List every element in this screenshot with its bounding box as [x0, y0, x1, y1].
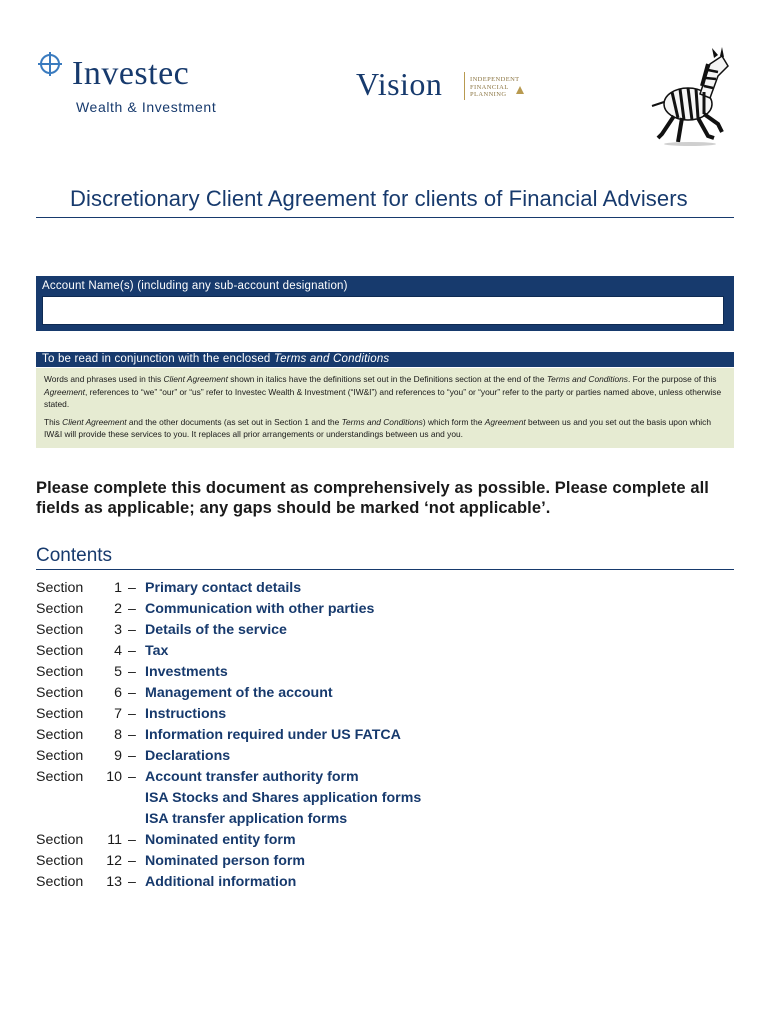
account-name-field[interactable]: [42, 296, 724, 325]
definitions-info-box: [36, 368, 734, 448]
toc-item: Section 6 – Management of the account: [36, 683, 636, 704]
toc-link[interactable]: Management of the account: [145, 685, 333, 701]
account-name-label: Account Name(s) (including any sub-account designation): [42, 280, 348, 292]
table-of-contents: [36, 578, 636, 893]
toc-item: [36, 788, 636, 809]
toc-item: [36, 809, 636, 830]
toc-link[interactable]: Nominated entity form: [145, 832, 296, 848]
toc-item: Section 10 – Account transfer authority form: [36, 767, 636, 788]
contents-divider: [36, 569, 734, 570]
investec-sub: Wealth & Investment: [76, 99, 217, 115]
terms-notice-bar: [36, 352, 734, 367]
contents-heading: Contents: [36, 545, 113, 566]
title-divider: [36, 217, 734, 218]
completion-instruction: Please complete this document as comprehensively as possible. Please complete all fields as applicable; any gaps should be marked ‘not applicable’.: [36, 479, 709, 517]
toc-link[interactable]: Instructions: [145, 706, 227, 722]
toc-link[interactable]: Account transfer authority form: [145, 769, 359, 785]
investec-globe-icon: [36, 50, 64, 78]
vision-logo: [356, 68, 536, 104]
toc-link[interactable]: Details of the service: [145, 622, 287, 638]
toc-link[interactable]: Nominated person form: [145, 853, 306, 869]
definitions-paragraph-2: This Client Agreement and the other documents (as set out in Section 1 and the Terms and Conditions) which form the Agreement between us and you set out the basis upon which IW&I will provide these services to you. It replaces all prior arrangements or understandings between us and you.: [44, 416, 712, 439]
vision-divider: [464, 72, 465, 100]
toc-link[interactable]: Investments: [145, 664, 228, 680]
toc-link[interactable]: ISA transfer application forms: [145, 811, 348, 827]
toc-item: Section 8 – Information required under US FATCA: [36, 725, 636, 746]
toc-link[interactable]: ISA Stocks and Shares application forms: [145, 790, 422, 806]
toc-item: Section 2 – Communication with other parties: [36, 599, 636, 620]
toc-link[interactable]: Primary contact details: [145, 580, 302, 596]
vision-tagline: INDEPENDENT FINANCIAL PLANNING: [470, 76, 520, 98]
toc-link[interactable]: Additional information: [145, 874, 297, 890]
toc-item: Section 7 – Instructions: [36, 704, 636, 725]
toc-link[interactable]: Declarations: [145, 748, 231, 764]
toc-link[interactable]: Information required under US FATCA: [145, 727, 401, 743]
toc-item: Section 4 – Tax: [36, 641, 636, 662]
toc-link[interactable]: Tax: [145, 643, 169, 659]
toc-item: Section 9 – Declarations: [36, 746, 636, 767]
toc-item: Section 13 – Additional information: [36, 872, 636, 893]
terms-notice-prefix: To be read in conjunction with the enclosed: [42, 353, 274, 365]
vision-dot-icon: [516, 86, 524, 94]
toc-item: Section 12 – Nominated person form: [36, 851, 636, 872]
investec-name: Investec: [72, 55, 190, 92]
toc-link[interactable]: Communication with other parties: [145, 601, 375, 617]
definitions-paragraph-1: Words and phrases used in this Client Agreement shown in italics have the definitions set out in the Definitions section at the end of the Terms and Conditions. For the purpose of this Agreement, references to “we” “our” or “us” refer to Investec Wealth & Investment (“IW&I”) and references to “you” or “your” refer to the party or parties named above, unless otherwise stated.: [44, 374, 722, 409]
toc-item: Section 5 – Investments: [36, 662, 636, 683]
account-name-section: [36, 276, 734, 331]
toc-item: Section 11 – Nominated entity form: [36, 830, 636, 851]
toc-item: Section 3 – Details of the service: [36, 620, 636, 641]
terms-notice-emph: Terms and Conditions: [273, 353, 390, 365]
vision-name: Vision: [356, 66, 443, 102]
zebra-icon: [648, 46, 730, 146]
document-title: Discretionary Client Agreement for clients of Financial Advisers: [70, 186, 688, 211]
toc-item: Section 1 – Primary contact details: [36, 578, 636, 599]
